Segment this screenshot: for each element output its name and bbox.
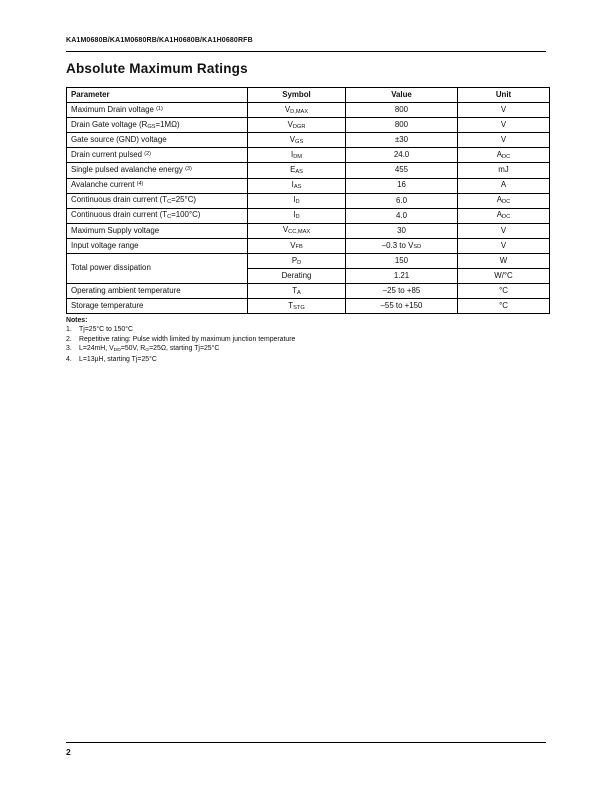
unit-cell [458,299,550,314]
subscript-text: C [167,199,172,206]
parameter-cell [67,193,248,208]
symbol-cell [248,299,346,314]
text-segment: V [287,119,293,129]
note-text [79,344,546,354]
text-segment: ±30 [394,135,409,145]
note-text [79,355,546,364]
text-segment: 6.0 [396,195,407,205]
value-cell [346,178,458,193]
parameter-cell [67,299,248,314]
subscript-text: D [295,199,300,206]
table-row [67,193,550,208]
text-segment: =25°C) [171,195,197,205]
table-row [67,299,550,314]
symbol-cell [248,163,346,178]
note-number: 2. [66,335,72,343]
value-cell [346,238,458,253]
parameter-cell [67,133,248,148]
value-cell [346,118,458,133]
text-segment: =100°C) [171,210,201,220]
text-segment: V [282,225,289,235]
page-number: 2 [66,747,71,757]
text-segment: °C [499,301,508,311]
text-segment: A [500,180,507,190]
text-segment: V [500,240,507,250]
symbol-cell [248,238,346,253]
note-number: 4. [66,355,72,363]
subscript-text: CC,MAX [288,229,311,236]
value-cell [346,269,458,284]
subscript-text: GS [147,123,156,130]
symbol-cell [248,178,346,193]
symbol-cell [248,118,346,133]
table-row [67,178,550,193]
subscript-text: AS [293,184,302,191]
parameter-cell [67,238,248,253]
text-segment: V [500,135,507,145]
symbol-cell [248,208,346,223]
text-segment: P [291,255,298,265]
text-segment: T [292,285,298,295]
symbol-cell [248,133,346,148]
text-segment: A [496,149,503,159]
unit-cell [458,238,550,253]
subscript-text: FB [295,244,303,251]
text-segment: W [499,255,508,265]
subscript-text: GS [295,138,304,145]
text-segment: –25 to +85 [382,286,421,296]
text-segment: Tj=25°C to 150°C [79,326,133,334]
table-row [67,238,550,253]
text-segment: –0.3 to V [381,240,414,250]
table-header-row [67,88,550,103]
parameter-cell [67,163,248,178]
column-header-parameter: Parameter [67,88,248,103]
unit-cell [458,284,550,299]
note-text [79,325,546,334]
table-row [67,208,550,223]
text-segment: I [291,180,294,190]
table-row [67,254,550,269]
subscript-text: DGR [292,123,306,130]
column-header-symbol: Symbol [248,88,346,103]
text-segment: =1MΩ) [155,119,180,129]
header-divider [66,51,546,53]
text-segment: 24.0 [393,150,410,160]
subscript-text: D [295,214,300,221]
text-segment: =50V, R [120,345,146,353]
text-segment: Operating ambient temperature [71,286,181,296]
text-segment: 800 [394,120,409,130]
value-cell [346,223,458,238]
text-segment: V [290,240,296,250]
subscript-text: D,MAX [290,108,309,115]
symbol-cell [248,103,346,118]
text-segment: A [496,195,503,205]
text-segment: Avalanche current [71,180,137,190]
note-number: 3. [66,345,72,353]
text-segment: °C [499,286,508,296]
text-segment: Repetitive rating: Pulse width limited by maximum junction temperature [79,335,296,343]
text-segment: =25Ω, starting Tj=25°C [149,345,220,353]
table-row [67,148,550,163]
unit-cell [458,223,550,238]
text-segment: W/°C [494,271,513,281]
value-cell [346,254,458,269]
table-row [67,284,550,299]
text-segment: Derating [281,271,312,281]
text-segment: mJ [498,165,509,175]
notes-list [66,325,546,364]
notes-label: Notes: [66,317,88,324]
value-cell [346,284,458,299]
section-title: Absolute Maximum Ratings [66,61,248,76]
symbol-cell [248,254,346,269]
note-number: 1. [66,326,72,334]
subscript-text: C [167,214,172,221]
subscript-text: D [297,259,302,266]
parameter-cell [67,208,248,223]
subscript-text: DC [502,199,511,206]
symbol-cell [248,193,346,208]
text-segment: Drain current pulsed [71,150,145,160]
subscript-text: A [297,289,301,296]
parameter-cell [67,284,248,299]
text-segment: L=24mH, V [79,345,114,353]
text-segment: –55 to +150 [380,301,423,311]
text-segment: T [288,300,294,310]
unit-cell [458,208,550,223]
text-segment: Maximum Supply voltage [71,225,160,235]
parameter-cell [67,148,248,163]
text-segment: 1.21 [393,271,410,281]
text-segment: 30 [397,225,406,235]
unit-cell [458,178,550,193]
subscript-text: DM [293,153,303,160]
subscript-text: AS [295,168,303,175]
subscript-text: DD [113,348,121,353]
footer-divider [66,742,546,744]
text-segment: Single pulsed avalanche energy [71,165,186,175]
subscript-text: STG [293,304,305,311]
parameter-cell [67,223,248,238]
text-segment: 800 [394,104,409,114]
unit-cell [458,118,550,133]
absolute-maximum-ratings-table [66,87,550,314]
text-segment: L=13µH, starting Tj=25°C [79,355,157,363]
table-row [67,223,550,238]
value-cell [346,148,458,163]
value-cell [346,133,458,148]
text-segment: Continuous drain current (T [71,195,168,205]
text-segment: V [284,104,291,114]
text-segment: 4.0 [396,210,407,220]
symbol-cell [248,284,346,299]
note-item [66,335,546,344]
text-segment: V [500,120,507,130]
parameter-cell [67,118,248,133]
table-row [67,118,550,133]
table-row [67,133,550,148]
text-segment: I [293,195,296,205]
value-cell [346,103,458,118]
unit-cell [458,254,550,269]
notes-section [66,316,546,364]
text-segment: Drain Gate voltage (R [71,119,148,129]
unit-cell [458,133,550,148]
text-segment: Input voltage range [71,240,139,250]
column-header-unit: Unit [458,88,550,103]
text-segment: V [500,225,507,235]
parameter-cell [67,178,248,193]
table-row [67,103,550,118]
text-segment: Storage temperature [71,301,144,311]
text-segment: 150 [394,255,409,265]
subscript-text: DC [502,153,511,160]
value-cell [346,208,458,223]
text-segment: Gate source (GND) voltage [71,135,167,145]
symbol-cell [248,223,346,238]
ratings-table-body [67,103,550,314]
superscript-note-ref: (4) [136,181,144,188]
parameter-cell [67,254,248,284]
value-cell [346,193,458,208]
column-header-value: Value [346,88,458,103]
table-row [67,163,550,178]
unit-cell [458,148,550,163]
text-segment: 16 [397,180,406,190]
symbol-cell [248,148,346,163]
text-segment: I [290,149,294,159]
value-cell [346,163,458,178]
text-segment: I [293,210,296,220]
subscript-text: G [145,348,150,353]
note-item [66,325,546,334]
parameter-cell [67,103,248,118]
subscript-text: DC [502,214,511,221]
symbol-cell [248,269,346,284]
note-item [66,355,546,364]
unit-cell [458,103,550,118]
unit-cell [458,163,550,178]
superscript-note-ref: (2) [144,150,151,157]
text-segment: Total power dissipation [71,263,151,273]
unit-cell [458,193,550,208]
subscript-text: SD [413,244,422,251]
text-segment: A [496,210,503,220]
text-segment: Maximum Drain voltage [71,104,157,114]
text-segment: V [289,134,296,144]
unit-cell [458,269,550,284]
note-item [66,344,546,354]
value-cell [346,299,458,314]
note-text [79,335,546,344]
text-segment: E [290,165,296,175]
text-segment: Continuous drain current (T [71,210,168,220]
header-part-numbers: KA1M0680B/KA1M0680RB/KA1H0680B/KA1H0680RFB [66,37,253,44]
superscript-note-ref: (1) [156,105,163,112]
text-segment: V [500,104,507,114]
superscript-note-ref: (3) [185,166,192,173]
text-segment: 455 [394,165,409,175]
